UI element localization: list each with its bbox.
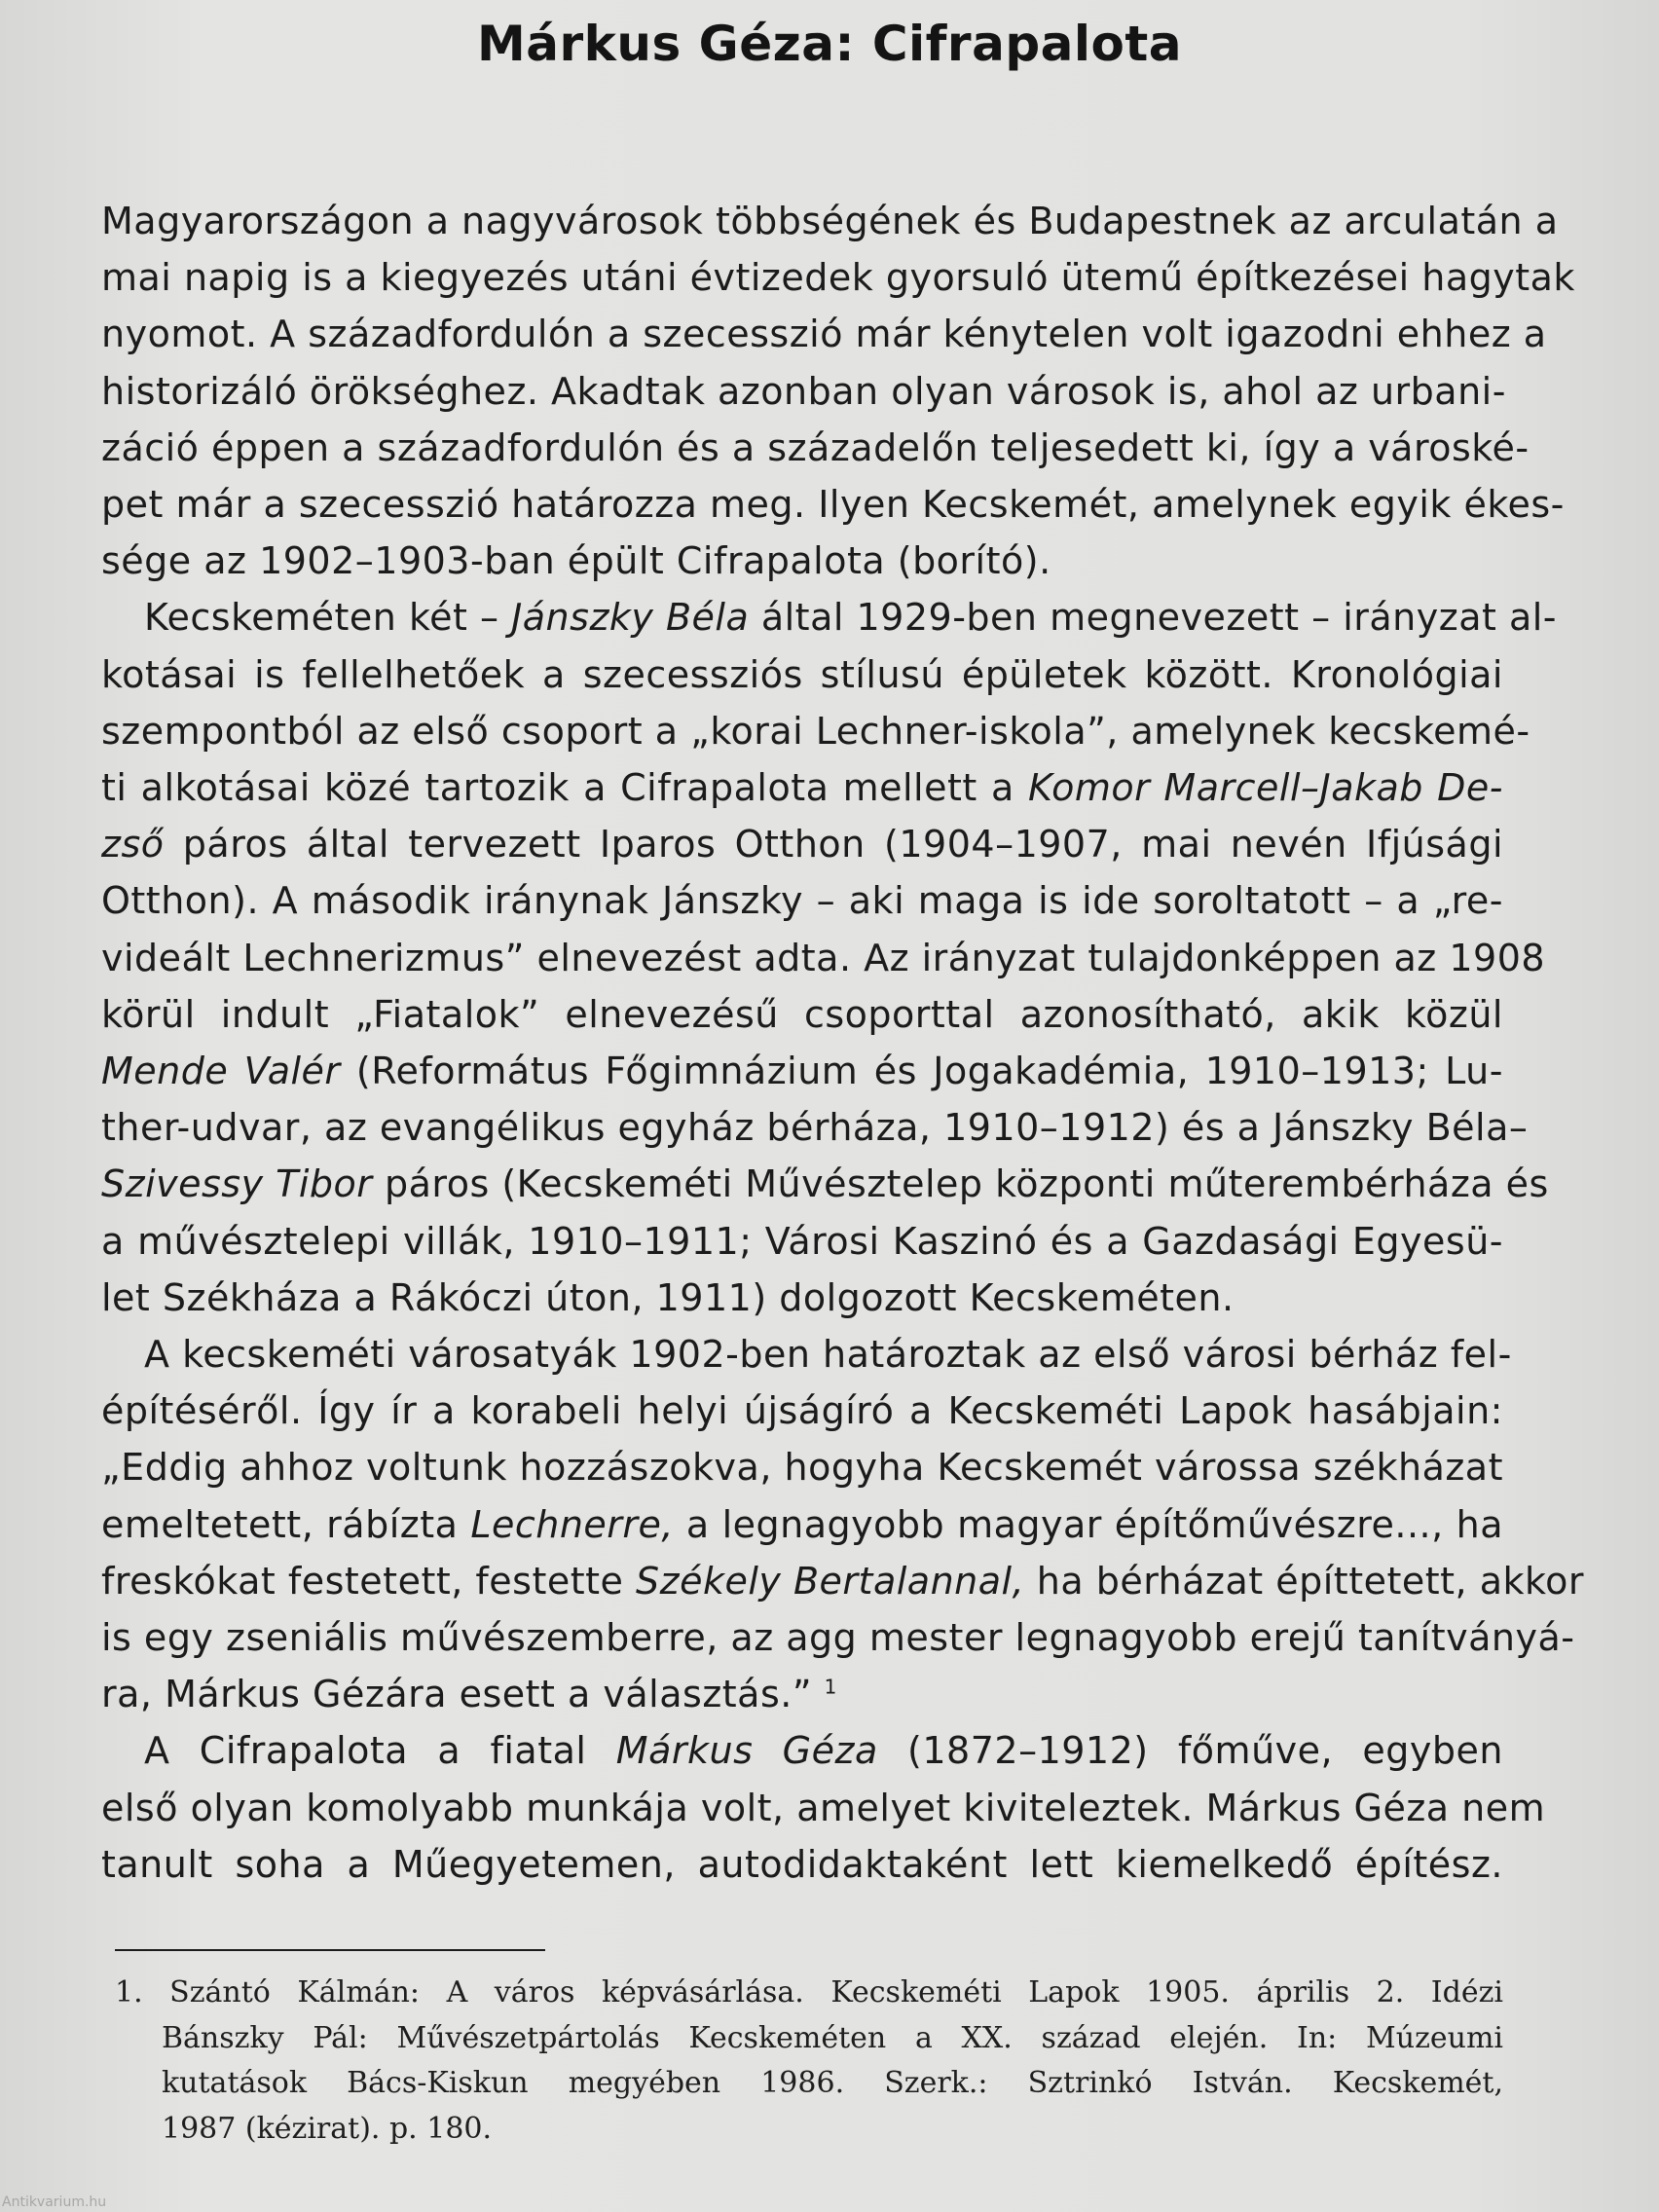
text-line: freskókat festetett, festette Székely Bertalannal, ha bérházat építtetett, akkor bbox=[101, 1559, 1585, 1603]
person-name: Jánszky Béla bbox=[511, 596, 750, 640]
person-name: zső bbox=[101, 823, 165, 866]
text-line: ti alkotásai közé tartozik a Cifrapalota mellett a Komor Marcell–Jakab De- bbox=[101, 766, 1503, 810]
text-line: A kecskeméti városatyák 1902-ben határoztak az első városi bérház fel- bbox=[144, 1333, 1512, 1377]
text-line: historizáló örökséghez. Akadtak azonban olyan városok is, ahol az urbani- bbox=[101, 369, 1506, 413]
body-text bbox=[101, 193, 1585, 1893]
person-name: Komor Marcell–Jakab De- bbox=[1028, 766, 1503, 810]
footnote-marker[interactable]: 1 bbox=[824, 1675, 837, 1699]
text-line: körül indult „Fiatalok” elnevezésű csoporttal azonosítható, akik közül bbox=[101, 992, 1503, 1036]
footnote bbox=[115, 1971, 1503, 2152]
text-line: mai napig is a kiegyezés utáni évtizedek gyorsuló ütemű építkezései hagytak bbox=[101, 256, 1575, 300]
text-line: Kecskeméten két – Jánszky Béla által 1929-ben megnevezett – irányzat al- bbox=[144, 596, 1558, 640]
text-line: zső páros által tervezett Iparos Otthon (1904–1907, mai nevén Ifjúsági bbox=[101, 823, 1503, 866]
text-line: szempontból az első csoport a „korai Lechner-iskola”, amelynek kecskemé- bbox=[101, 709, 1530, 753]
text-line: kotásai is fellelhetőek a szecessziós stílusú épületek között. Kronológiai bbox=[101, 652, 1503, 696]
text-line: videált Lechnerizmus” elnevezést adta. Az irányzat tulajdonképpen az 1908 bbox=[101, 936, 1546, 979]
person-name: Márkus Géza bbox=[615, 1729, 878, 1773]
text-line: is egy zseniális művészemberre, az agg mester legnagyobb erejű tanítványá- bbox=[101, 1616, 1575, 1660]
text-line: let Székháza a Rákóczi úton, 1911) dolgozott Kecskeméten. bbox=[101, 1275, 1235, 1319]
text-line: emeltetett, rábízta Lechnerre, a legnagyobb magyar építőművészre..., ha bbox=[101, 1502, 1503, 1546]
text-line: ther-udvar, az evangélikus egyház bérháza, 1910–1912) és a Jánszky Béla– bbox=[101, 1106, 1529, 1150]
text-line: sége az 1902–1903-ban épült Cifrapalota (borító). bbox=[101, 539, 1051, 583]
text-line: Szivessy Tibor páros (Kecskeméti Művésztelep központi műterembérháza és bbox=[101, 1162, 1549, 1206]
person-name: Székely Bertalannal, bbox=[636, 1559, 1025, 1603]
text-line: nyomot. A századfordulón a szecesszió már kénytelen volt igazodni ehhez a bbox=[101, 313, 1547, 356]
text-line: Mende Valér (Református Főgimnázium és Jogakadémia, 1910–1913; Lu- bbox=[101, 1050, 1503, 1093]
person-name: Szivessy Tibor bbox=[101, 1162, 373, 1206]
footnote-line: 1. Szántó Kálmán: A város képvásárlása. Kecskeméti Lapok 1905. április 2. Idézi bbox=[115, 1975, 1503, 2009]
footnote-divider bbox=[115, 1949, 545, 1951]
text-line: Magyarországon a nagyvárosok többségének és Budapestnek az arculatán a bbox=[101, 200, 1559, 242]
text-line: Otthon). A második iránynak Jánszky – aki maga is ide soroltatott – a „re- bbox=[101, 879, 1503, 923]
footnote-line: 1987 (kézirat). p. 180. bbox=[162, 2111, 493, 2146]
watermark: Antikvarium.hu bbox=[2, 2194, 107, 2210]
text-line: pet már a szecesszió határozza meg. Ilyen Kecskemét, amelynek egyik ékes- bbox=[101, 483, 1565, 527]
text-line: első olyan komolyabb munkája volt, amelyet kiviteleztek. Márkus Géza nem bbox=[101, 1786, 1546, 1829]
footnote-line: kutatások Bács-Kiskun megyében 1986. Szerk.: Sztrinkó István. Kecskemét, bbox=[162, 2066, 1503, 2100]
person-name: Mende Valér bbox=[101, 1050, 341, 1093]
person-name: Lechnerre, bbox=[470, 1502, 675, 1546]
text-line: tanult soha a Műegyetemen, autodidaktaként lett kiemelkedő építész. bbox=[101, 1842, 1503, 1886]
text-line: ra, Márkus Gézára esett a választás.” $^1$ bbox=[101, 1673, 837, 1716]
text-line: A Cifrapalota a fiatal Márkus Géza (1872–1912) főműve, egyben bbox=[144, 1729, 1503, 1773]
text-line: záció éppen a századfordulón és a századelőn teljesedett ki, így a városké- bbox=[101, 425, 1530, 469]
text-line: a művésztelepi villák, 1910–1911; Városi Kaszinó és a Gazdasági Egyesü- bbox=[101, 1219, 1503, 1263]
page-title: Márkus Géza: Cifrapalota bbox=[476, 16, 1182, 72]
text-line: „Eddig ahhoz voltunk hozzászokva, hogyha Kecskemét várossa székházat bbox=[101, 1446, 1503, 1490]
text-line: építéséről. Így ír a korabeli helyi újságíró a Kecskeméti Lapok hasábjain: bbox=[101, 1389, 1503, 1433]
footnote-line: Bánszky Pál: Művészetpártolás Kecskeméten a XX. század elején. In: Múzeumi bbox=[162, 2020, 1503, 2055]
